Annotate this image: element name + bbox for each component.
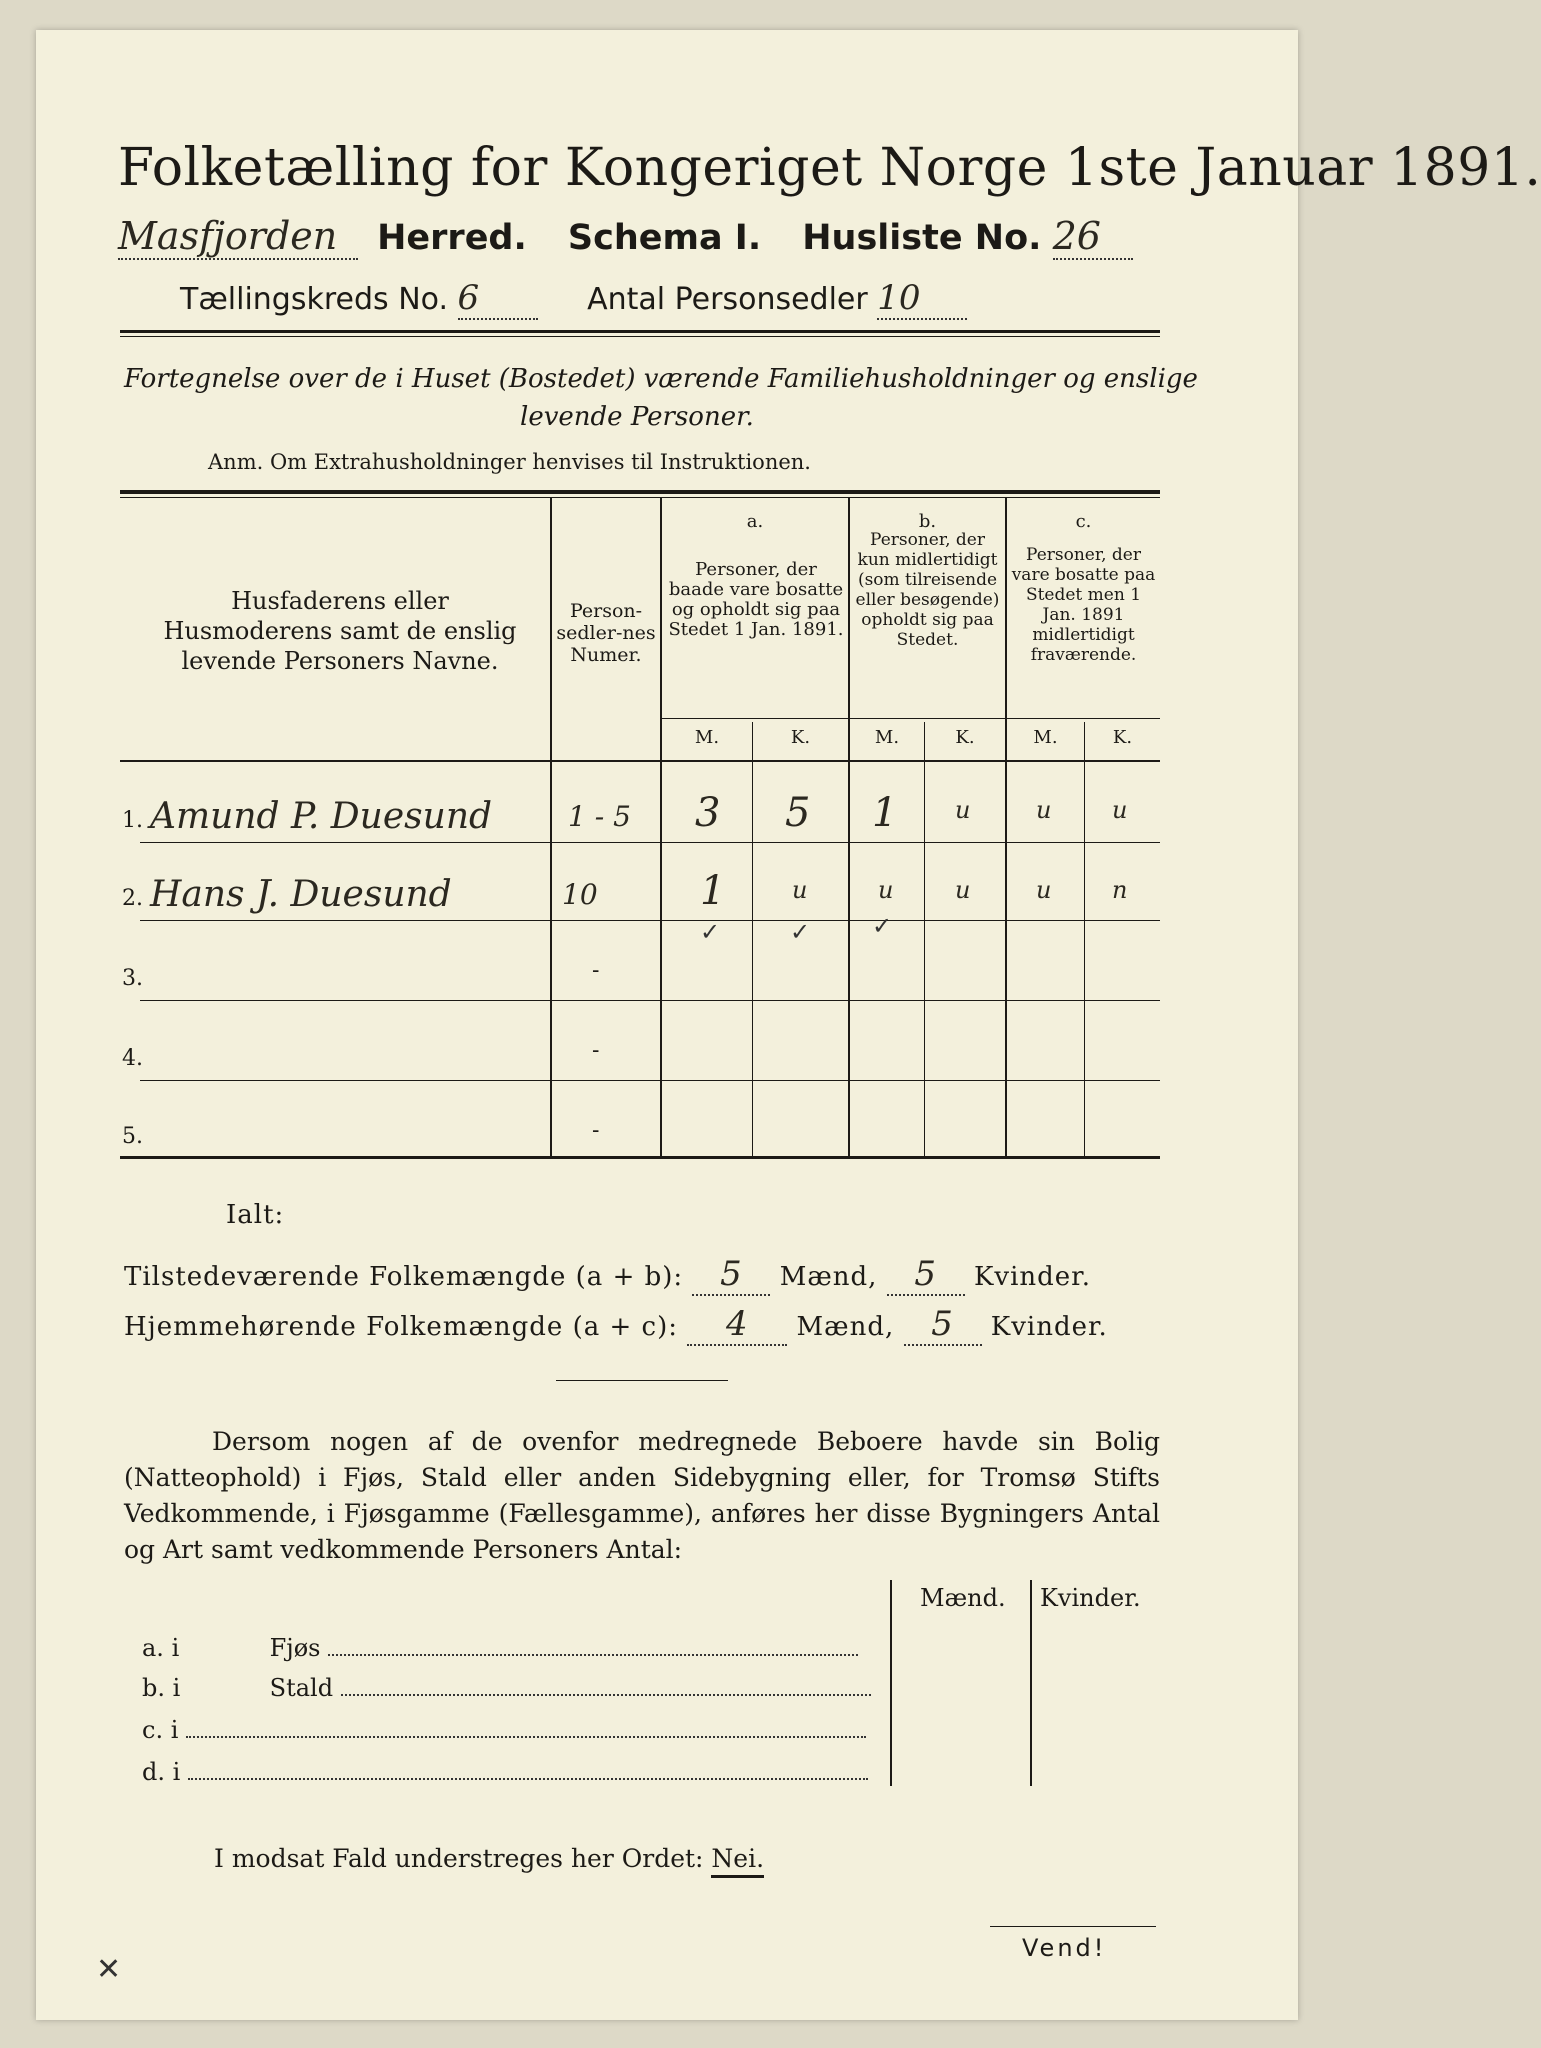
present-men-label: Mænd, bbox=[779, 1262, 878, 1292]
building-item-c-label: c. i bbox=[142, 1716, 179, 1744]
antal-label: Antal Personsedler bbox=[587, 282, 868, 317]
row-2-name: Hans J. Duesund bbox=[150, 874, 452, 915]
vend-rule bbox=[990, 1926, 1156, 1927]
check-mark-icon: ✓ bbox=[872, 912, 893, 940]
col-divider-num bbox=[660, 497, 662, 1156]
mk-header-rule bbox=[660, 718, 1160, 719]
col-c-k: K. bbox=[1112, 727, 1133, 748]
building-item-d-dots bbox=[188, 1778, 868, 1780]
row-5-number: 5. bbox=[122, 1124, 143, 1149]
table-top-rule-thin bbox=[120, 497, 1160, 498]
row-1-a-k: 5 bbox=[785, 790, 811, 836]
form-title: Folketælling for Kongeriget Norge 1ste Januar 1891. bbox=[118, 138, 1541, 198]
row-1-c-m: u bbox=[1036, 796, 1052, 824]
col-divider-name bbox=[550, 497, 552, 1156]
col-header-name: Husfaderens eller Husmoderens samt de enslig levende Personers Navne. bbox=[163, 587, 517, 675]
antal-value: 10 bbox=[877, 278, 967, 320]
check-mark-icon: ✓ bbox=[790, 918, 811, 946]
row-line-4 bbox=[140, 1080, 1160, 1081]
margin-mark-icon: ✕ bbox=[96, 1952, 122, 1987]
kreds-value: 6 bbox=[458, 278, 538, 320]
modsat-line bbox=[214, 1844, 764, 1873]
row-4-num: - bbox=[592, 1038, 600, 1063]
col-a-k: K. bbox=[790, 727, 811, 748]
row-2-b-m: u bbox=[878, 876, 894, 904]
row-1-number: 1. bbox=[122, 808, 143, 833]
building-item-a-text: Fjøs bbox=[269, 1634, 321, 1662]
resident-women-value: 5 bbox=[904, 1304, 982, 1346]
table-bottom-rule bbox=[120, 1156, 1160, 1159]
building-item-a bbox=[142, 1634, 858, 1662]
building-item-d-label: d. i bbox=[142, 1758, 181, 1786]
building-item-c-dots bbox=[186, 1736, 866, 1738]
row-2-a-m: 1 bbox=[700, 868, 726, 914]
resident-women-label: Kvinder. bbox=[990, 1312, 1108, 1342]
building-item-b-label: b. i bbox=[142, 1674, 181, 1702]
building-item-b-text: Stald bbox=[269, 1674, 334, 1702]
row-1-c-k: u bbox=[1112, 796, 1128, 824]
section-divider bbox=[556, 1380, 728, 1381]
building-item-b bbox=[142, 1674, 871, 1702]
col-b-m: M. bbox=[874, 727, 900, 748]
col-a-m: M. bbox=[694, 727, 720, 748]
row-2-b-k: u bbox=[955, 876, 971, 904]
buildings-women-header: Kvinder. bbox=[1040, 1584, 1141, 1612]
col-b-letter: b. bbox=[918, 511, 937, 532]
row-2-c-k: n bbox=[1112, 876, 1128, 904]
row-1-b-m: 1 bbox=[872, 790, 898, 836]
vend-label: Vend! bbox=[1022, 1934, 1107, 1962]
row-5-num: - bbox=[592, 1118, 600, 1143]
building-item-a-label: a. i bbox=[142, 1634, 180, 1662]
herred-value: Masfjorden bbox=[118, 214, 358, 260]
row-1-b-k: u bbox=[955, 796, 971, 824]
col-divider-c-mk bbox=[1084, 722, 1085, 1156]
row-2-c-m: u bbox=[1036, 876, 1052, 904]
kreds-line bbox=[180, 278, 967, 320]
resident-men-value: 4 bbox=[687, 1304, 787, 1346]
row-1-name: Amund P. Duesund bbox=[150, 796, 493, 837]
totals-line-2 bbox=[124, 1304, 1108, 1346]
row-3-number: 3. bbox=[122, 966, 143, 991]
col-c-letter: c. bbox=[1075, 511, 1092, 532]
building-item-d bbox=[142, 1758, 868, 1786]
col-divider-b bbox=[1005, 497, 1007, 1156]
present-women-value: 5 bbox=[887, 1254, 965, 1296]
buildings-divider-2 bbox=[1030, 1580, 1032, 1786]
row-line-1 bbox=[140, 842, 1160, 843]
herred-line bbox=[118, 214, 1133, 260]
table-top-rule bbox=[120, 490, 1160, 494]
building-item-c bbox=[142, 1716, 866, 1744]
row-4-number: 4. bbox=[122, 1046, 143, 1071]
row-2-a-k: u bbox=[792, 876, 808, 904]
row-line-2 bbox=[140, 920, 1160, 921]
herred-label: Herred. bbox=[377, 218, 527, 258]
header-rule-bottom bbox=[120, 336, 1160, 337]
col-header-num: Person-sedler-nes Numer. bbox=[556, 600, 656, 666]
intro-line-1: Fortegnelse over de i Huset (Bostedet) værende Familiehusholdninger og enslige bbox=[124, 364, 1198, 394]
col-divider-b-mk bbox=[924, 722, 925, 1156]
col-b-k: K. bbox=[955, 727, 975, 748]
col-divider-a-mk bbox=[752, 722, 753, 1156]
check-mark-icon: ✓ bbox=[700, 918, 721, 946]
row-1-num: 1 - 5 bbox=[568, 800, 631, 833]
row-2-num: 10 bbox=[562, 878, 598, 911]
intro-note: Anm. Om Extrahusholdninger henvises til Instruktionen. bbox=[208, 450, 811, 474]
col-c-m: M. bbox=[1033, 727, 1058, 748]
col-header-b: Personer, der kun midlertidigt (som tilreisende eller besøgende) opholdt sig paa Stedet. bbox=[855, 530, 1000, 650]
present-population-label: Tilstedeværende Folkemængde (a + b): bbox=[124, 1262, 684, 1292]
present-women-label: Kvinder. bbox=[973, 1262, 1092, 1292]
row-3-num: - bbox=[592, 958, 600, 983]
nei-word: Nei. bbox=[711, 1844, 764, 1878]
col-a-letter: a. bbox=[746, 511, 764, 532]
building-item-a-dots bbox=[328, 1654, 858, 1656]
col-header-a: Personer, der baade vare bosatte og opholdt sig paa Stedet 1 Jan. 1891. bbox=[668, 559, 844, 640]
schema-label: Schema I. bbox=[567, 218, 762, 258]
col-header-c: Personer, der vare bosatte paa Stedet men 1 Jan. 1891 midlertidigt fraværende. bbox=[1011, 545, 1156, 665]
ialt-label: Ialt: bbox=[226, 1200, 285, 1230]
outbuilding-paragraph: Dersom nogen af de ovenfor medregnede Beboere havde sin Bolig (Natteophold) i Fjøs, Stald eller anden Sidebygning eller, for Tromsø Stifts Vedkommende, i Fjøsgamme (Fællesgamme), anføres her disse Bygningers Antal og Art samt vedkommende Personers Antal: bbox=[124, 1427, 1160, 1564]
row-line-3 bbox=[140, 1000, 1160, 1001]
buildings-divider-1 bbox=[890, 1580, 892, 1786]
present-men-value: 5 bbox=[692, 1254, 770, 1296]
husliste-label: Husliste No. bbox=[802, 218, 1042, 258]
intro-line-2: levende Personer. bbox=[520, 402, 754, 432]
buildings-men-header: Mænd. bbox=[920, 1584, 1006, 1612]
totals-line-1 bbox=[124, 1254, 1091, 1296]
resident-men-label: Mænd, bbox=[796, 1312, 895, 1342]
row-2-number: 2. bbox=[122, 886, 143, 911]
row-1-a-m: 3 bbox=[695, 790, 721, 836]
husliste-value: 26 bbox=[1053, 214, 1133, 260]
kreds-label: Tællingskreds No. bbox=[180, 282, 448, 317]
resident-population-label: Hjemmehørende Folkemængde (a + c): bbox=[124, 1312, 678, 1342]
modsat-text: I modsat Fald understreges her Ordet: bbox=[214, 1844, 704, 1873]
col-divider-a bbox=[848, 497, 850, 1156]
table-header-bottom-rule bbox=[120, 760, 1160, 762]
header-rule-top bbox=[120, 330, 1160, 333]
building-item-b-dots bbox=[341, 1694, 871, 1696]
